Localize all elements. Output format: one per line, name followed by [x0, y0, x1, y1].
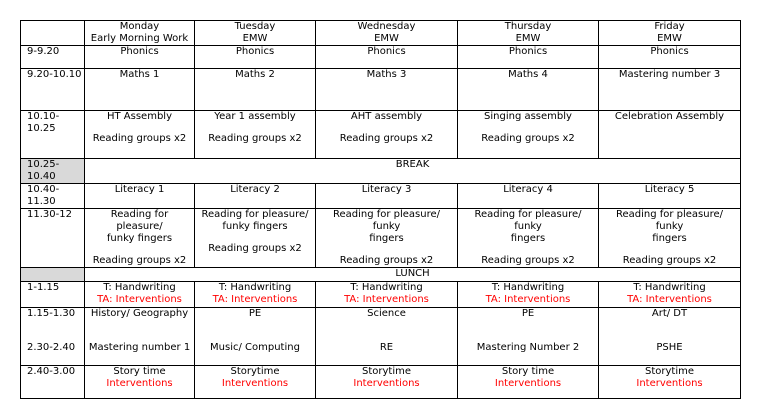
- lesson-top: HT Assembly: [106, 111, 172, 122]
- day-header-monday: [85, 21, 195, 46]
- lesson-cell: [195, 282, 316, 308]
- table-row: [21, 268, 741, 282]
- intervention-text: Interventions: [636, 378, 703, 389]
- lesson-bottom: PSHE: [656, 342, 683, 353]
- time-cell: 10.10-10.25: [21, 111, 85, 159]
- lesson-top: Art/ DT: [651, 308, 688, 319]
- lesson-cell: [599, 282, 741, 308]
- table-row: [21, 111, 741, 159]
- time-cell: 11.30-12: [21, 209, 85, 268]
- lesson-cell: Phonics: [316, 46, 458, 69]
- lesson-cell: [85, 111, 195, 159]
- lesson-bottom: Reading groups x2: [208, 133, 302, 144]
- lesson-cell: [85, 366, 195, 399]
- intervention-text: Interventions: [221, 378, 289, 389]
- lesson-cell: [195, 308, 316, 366]
- header-row: [21, 21, 741, 46]
- lesson-top: Story time: [113, 366, 166, 377]
- time-cell: 1-1.15: [21, 282, 85, 308]
- lesson-bottom: Reading groups x2: [481, 255, 575, 266]
- intervention-text: Interventions: [106, 378, 173, 389]
- lesson-top: PE: [521, 308, 535, 319]
- table-row: [21, 46, 741, 69]
- time-cell: [21, 308, 85, 366]
- lesson-top: PE: [248, 308, 262, 319]
- lesson-cell: [85, 209, 195, 268]
- lesson-top: Singing assembly: [484, 111, 572, 122]
- lesson-cell: Literacy 2: [195, 184, 316, 209]
- lesson-bottom: Reading groups x2: [622, 255, 717, 266]
- lesson-cell: Phonics: [195, 46, 316, 69]
- table-row: [21, 209, 741, 268]
- lesson-top: T: Handwriting: [350, 282, 423, 293]
- timetable: [20, 20, 741, 399]
- lesson-line: funky fingers: [106, 233, 173, 244]
- time-cell: 2.40-3.00: [21, 366, 85, 399]
- lesson-cell: [316, 308, 458, 366]
- lesson-cell: [458, 209, 599, 268]
- lesson-cell: Maths 3: [316, 69, 458, 111]
- lesson-cell: [458, 111, 599, 159]
- lesson-bottom: Mastering number 1: [88, 342, 191, 353]
- day-header-friday: [599, 21, 741, 46]
- lesson-line: fingers: [510, 233, 546, 244]
- day-header-tuesday: [195, 21, 316, 46]
- corner-cell: [21, 21, 85, 46]
- lesson-line: Reading for pleasure/: [110, 209, 169, 232]
- intervention-text: Interventions: [494, 378, 562, 389]
- lesson-top: Science: [367, 308, 406, 319]
- lesson-cell: [599, 111, 741, 159]
- table-row: [21, 308, 741, 366]
- time-cell: 9.20-10.10: [21, 69, 85, 111]
- time-cell: 9-9.20: [21, 46, 85, 69]
- lesson-cell: Phonics: [458, 46, 599, 69]
- lesson-top: T: Handwriting: [491, 282, 565, 293]
- lesson-cell: [458, 366, 599, 399]
- time-cell: 10.40-11.30: [21, 184, 85, 209]
- table-row: [21, 184, 741, 209]
- table-row: [21, 366, 741, 399]
- time-cell: 10.25-10.40: [21, 159, 85, 184]
- lesson-bottom: Reading groups x2: [481, 133, 575, 144]
- lesson-bottom: Music/ Computing: [210, 342, 300, 353]
- lesson-bottom: RE: [379, 342, 394, 353]
- lesson-line: fingers: [369, 233, 404, 244]
- break-banner: BREAK: [85, 159, 741, 184]
- lesson-cell: Phonics: [599, 46, 741, 69]
- lesson-cell: [85, 282, 195, 308]
- day-name: Wednesday: [357, 21, 416, 32]
- lesson-cell: Maths 4: [458, 69, 599, 111]
- lesson-bottom: Reading groups x2: [92, 133, 187, 144]
- table-row: [21, 159, 741, 184]
- lesson-cell: [599, 366, 741, 399]
- lesson-cell: Maths 2: [195, 69, 316, 111]
- day-name: Monday: [119, 21, 160, 32]
- intervention-text: TA: Interventions: [627, 294, 712, 305]
- lesson-cell: [599, 209, 741, 268]
- day-sub: Early Morning Work: [90, 33, 189, 44]
- lesson-top: Storytime: [230, 366, 280, 377]
- lesson-cell: [316, 282, 458, 308]
- intervention-text: TA: Interventions: [485, 294, 571, 305]
- lesson-cell: Literacy 1: [85, 184, 195, 209]
- lesson-top: Storytime: [644, 366, 694, 377]
- day-name: Tuesday: [234, 21, 276, 32]
- lesson-top: T: Handwriting: [103, 282, 176, 293]
- lesson-bottom: Mastering Number 2: [476, 342, 580, 353]
- lesson-top: Story time: [501, 366, 555, 377]
- day-name: Thursday: [504, 21, 552, 32]
- lesson-bottom: Reading groups x2: [208, 243, 302, 254]
- intervention-text: Interventions: [353, 378, 420, 389]
- day-sub: EMW: [374, 33, 399, 44]
- lesson-bottom: Reading groups x2: [339, 255, 434, 266]
- lesson-top: T: Handwriting: [218, 282, 292, 293]
- intervention-text: TA: Interventions: [212, 294, 298, 305]
- table-row: [21, 69, 741, 111]
- table-row: [21, 282, 741, 308]
- lesson-line: Reading for pleasure/ funky: [615, 209, 724, 232]
- lesson-bottom: Reading groups x2: [92, 255, 187, 266]
- intervention-text: TA: Interventions: [344, 294, 429, 305]
- lesson-cell: [458, 308, 599, 366]
- lesson-cell: [85, 308, 195, 366]
- lesson-line: Reading for pleasure/: [201, 209, 309, 220]
- lesson-top: History/ Geography: [90, 308, 189, 319]
- lesson-line: Reading for pleasure/ funky: [332, 209, 441, 232]
- lesson-cell: [316, 209, 458, 268]
- lesson-cell: [458, 282, 599, 308]
- lesson-bottom: Reading groups x2: [339, 133, 434, 144]
- lesson-cell: [599, 308, 741, 366]
- lesson-cell: Literacy 4: [458, 184, 599, 209]
- lesson-cell: [195, 209, 316, 268]
- lesson-line: fingers: [652, 233, 687, 244]
- lesson-cell: Phonics: [85, 46, 195, 69]
- lesson-top: T: Handwriting: [633, 282, 706, 293]
- day-sub: EMW: [515, 33, 541, 44]
- lesson-cell: [195, 366, 316, 399]
- lesson-line: Reading for pleasure/ funky: [474, 209, 582, 232]
- lesson-cell: Literacy 3: [316, 184, 458, 209]
- intervention-text: TA: Interventions: [97, 294, 182, 305]
- lesson-cell: [316, 366, 458, 399]
- lesson-top: AHT assembly: [350, 111, 423, 122]
- time-cell: [21, 268, 85, 282]
- lesson-top: Year 1 assembly: [214, 111, 296, 122]
- lesson-cell: Mastering number 3: [599, 69, 741, 111]
- lesson-line: funky fingers: [222, 221, 288, 232]
- lunch-banner: LUNCH: [85, 268, 741, 282]
- time-end: 2.30-2.40: [27, 342, 76, 353]
- day-header-wednesday: [316, 21, 458, 46]
- lesson-cell: Maths 1: [85, 69, 195, 111]
- time-start: 1.15-1.30: [27, 308, 76, 319]
- day-sub: EMW: [242, 33, 268, 44]
- lesson-cell: [195, 111, 316, 159]
- lesson-top: Celebration Assembly: [614, 111, 725, 122]
- day-name: Friday: [654, 21, 685, 32]
- day-header-thursday: [458, 21, 599, 46]
- lesson-cell: Literacy 5: [599, 184, 741, 209]
- day-sub: EMW: [657, 33, 682, 44]
- lesson-cell: [316, 111, 458, 159]
- lesson-top: Storytime: [361, 366, 411, 377]
